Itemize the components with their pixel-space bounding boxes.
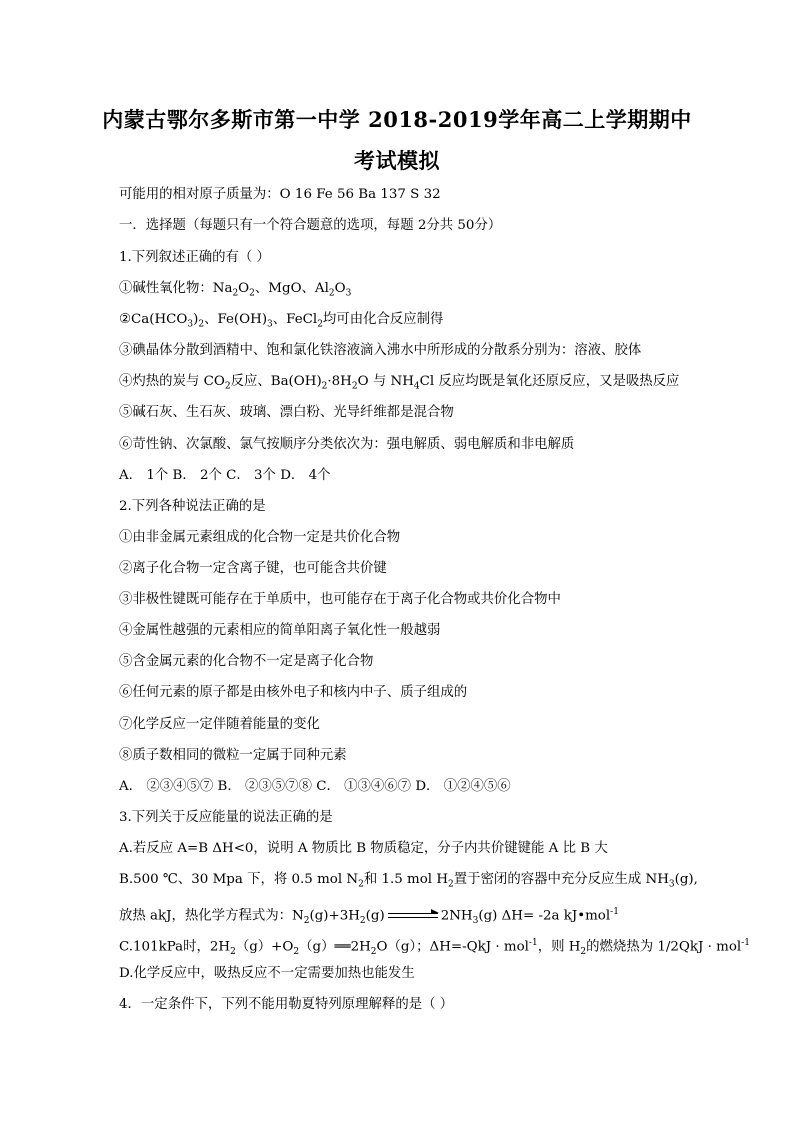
q1-item-3: ③碘晶体分散到酒精中、饱和氯化铁溶液滴入沸水中所形成的分散系分别为：溶液、胶体: [119, 343, 642, 358]
q3-option-a: A.若反应 A=B ΔH<0，说明 A 物质比 B 物质稳定，分子内共价键键能 A 比 B 大: [119, 841, 608, 856]
q1-item-6: ⑥苛性钠、次氯酸、氯气按顺序分类依次为：强电解质、弱电解质和非电解质: [119, 437, 575, 452]
q3-option-d: D.化学反应中，吸热反应不一定需要加热也能发生: [119, 966, 415, 981]
q2-item-1: ①由非金属元素组成的化合物一定是共价化合物: [119, 530, 401, 545]
q2-options: A． ②③④⑤⑦ B． ②③⑤⑦⑧ C． ①③④⑥⑦ D． ①②④⑤⑥: [119, 779, 511, 794]
exam-title-line2: 考试模拟: [354, 148, 440, 173]
q1-stem: 1.下列叙述正确的有（ ）: [119, 250, 270, 265]
q2-item-3: ③非极性键既可能存在于单质中，也可能存在于离子化合物或共价化合物中: [119, 592, 561, 607]
q2-item-4: ④金属性越强的元素相应的简单阳离子氧化性一般越弱: [119, 623, 441, 638]
q2-item-2: ②离子化合物一定含离子键，也可能含共价键: [119, 561, 387, 576]
q2-stem: 2.下列各种说法正确的是: [119, 499, 266, 514]
q2-item-6: ⑥任何元素的原子都是由核外电子和核内中子、质子组成的: [119, 685, 468, 700]
q1-item-5: ⑤碱石灰、生石灰、玻璃、漂白粉、光导纤维都是混合物: [119, 405, 454, 420]
q2-item-7: ⑦化学反应一定伴随着能量的变化: [119, 717, 320, 732]
q3-option-b-line1: B.500 ℃、30 Mpa 下，将 0.5 mol $N_2$和 1.5 mol $H_2$置于密闭的容器中充分反应生成 $NH_3(g)$,: [119, 872, 698, 890]
q3-option-c: C.101kPa时，$2H_2(g)+O_2(g)══2H_2O(g)$；ΔH=-QkJ · mol$^{-1}$，则 $H_2$的燃烧热为 1/2QkJ · mol$^{-1}$: [119, 938, 750, 958]
q2-item-5: ⑤含金属元素的化合物不一定是离子化合物: [119, 654, 374, 669]
equilibrium-arrow-icon: [388, 912, 438, 920]
q4-stem: 4．一定条件下，下列不能用勒夏特列原理解释的是（ ）: [119, 997, 454, 1012]
q1-options: A． 1个 B． 2个 C． 3个 D． 4个: [119, 468, 331, 483]
q3-stem: 3.下列关于反应能量的说法正确的是: [119, 810, 333, 825]
q1-item-4: ④灼热的炭与 $CO_2$反应、$Ba(OH)_2\cdot 8H_2O$ 与 $NH_4Cl$ 反应均既是氧化还原反应，又是吸热反应: [119, 374, 680, 392]
exam-title-line1: 内蒙古鄂尔多斯市第一中学 2018-2019学年高二上学期期中: [102, 107, 692, 132]
q3-option-b-line2: 放热 akJ，热化学方程式为：$N_2(g)+3H_2(g)$ $2NH_3(g)$ ΔH= -2a kJ•mol$^{-1}$: [119, 907, 619, 927]
q2-item-8: ⑧质子数相同的微粒一定属于同种元素: [119, 748, 347, 763]
q1-item-1: ①碱性氧化物：$Na_2O_2$、MgO、$Al_2O_3$: [119, 281, 352, 299]
atomic-masses: 可能用的相对原子质量为：O 16 Fe 56 Ba 137 S 32: [119, 187, 441, 202]
q1-item-2: $②Ca(HCO_3)_2$、$Fe(OH)_3$、FeCl$_2$均可由化合反应制得: [119, 312, 444, 330]
section-heading: 一．选择题（每题只有一个符合题意的选项，每题 2分共 50分）: [119, 218, 502, 233]
